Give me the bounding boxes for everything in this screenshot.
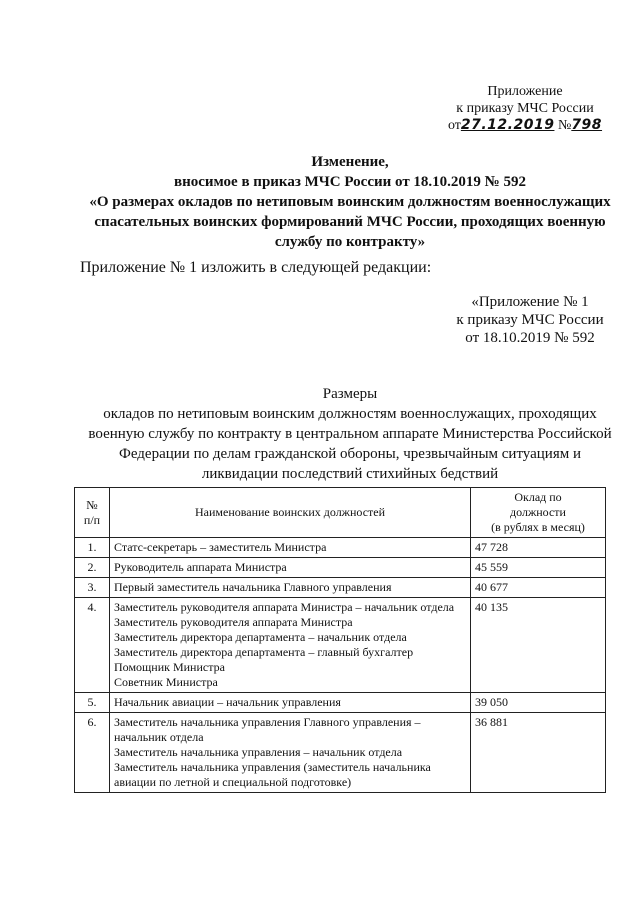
sub-annex-header — [445, 293, 615, 347]
table-title-line-2: окладов по нетиповым воинским должностям военнослужащих, проходящих — [103, 406, 597, 422]
row-salary: 47 728 — [471, 538, 606, 558]
annex-title: Приложение — [487, 84, 563, 99]
position-name: Заместитель директора департамента – главный бухгалтер — [114, 645, 414, 659]
row-position — [110, 693, 471, 713]
position-name: Заместитель начальника управления Главного управления – начальник отдела — [114, 715, 421, 744]
annex-number-sign: № — [557, 118, 572, 133]
row-position — [110, 558, 471, 578]
row-salary: 40 677 — [471, 578, 606, 598]
header-salary-line-1: Оклад по — [514, 490, 562, 504]
title-line-1: Изменение, — [311, 154, 389, 170]
document-title — [60, 152, 640, 252]
row-salary: 39 050 — [471, 693, 606, 713]
row-salary: 45 559 — [471, 558, 606, 578]
row-position — [110, 538, 471, 558]
position-name: Заместитель директора департамента – начальник отдела — [114, 630, 407, 644]
table-row — [75, 693, 606, 713]
position-name: Начальник авиации – начальник управления — [114, 695, 341, 709]
annex-order-ref: к приказу МЧС России — [456, 101, 594, 116]
handwritten-number: 798 — [571, 117, 603, 133]
row-salary: 36 881 — [471, 713, 606, 793]
row-number: 1. — [75, 538, 110, 558]
position-name: Заместитель руководителя аппарата Министра – начальник отдела — [114, 600, 455, 614]
position-name: Заместитель начальника управления – начальник отдела — [114, 745, 403, 759]
row-number: 5. — [75, 693, 110, 713]
header-position: Наименование воинских должностей — [110, 488, 471, 538]
title-line-2: вносимое в приказ МЧС России от 18.10.2019 № 592 — [173, 174, 527, 190]
row-position — [110, 713, 471, 793]
row-number: 2. — [75, 558, 110, 578]
row-number: 4. — [75, 598, 110, 693]
header-salary-line-2: должности — [510, 505, 566, 519]
table-title-line-4: Федерации по делам гражданской обороны, чрезвычайным ситуациям и — [118, 446, 581, 462]
header-number-line-1: № — [86, 497, 98, 512]
title-line-4: спасательных воинских формирований МЧС России, проходящих военную — [94, 214, 606, 230]
annex-from-prefix: от — [447, 118, 461, 133]
handwritten-date: 27.12.2019 — [460, 117, 555, 133]
salary-table — [74, 487, 606, 793]
table-row — [75, 558, 606, 578]
position-name: Заместитель руководителя аппарата Министра — [114, 615, 353, 629]
position-name: Статс-секретарь – заместитель Министра — [114, 540, 327, 554]
header-salary-line-3: (в рублях в месяц) — [491, 520, 585, 534]
annex-date-number — [440, 117, 610, 134]
table-header-row — [75, 488, 606, 538]
title-line-5: службу по контракту» — [274, 234, 426, 250]
position-name: Помощник Министра — [114, 660, 225, 674]
position-name: Руководитель аппарата Министра — [114, 560, 287, 574]
header-number-line-2: п/п — [83, 512, 101, 527]
row-number: 3. — [75, 578, 110, 598]
instruction-text: Приложение № 1 изложить в следующей редакции: — [80, 259, 432, 276]
header-number — [75, 488, 110, 538]
sub-annex-line-2: к приказу МЧС России — [456, 312, 604, 328]
table-row — [75, 598, 606, 693]
row-salary: 40 135 — [471, 598, 606, 693]
row-position — [110, 578, 471, 598]
annex-header — [440, 83, 610, 134]
position-name: Первый заместитель начальника Главного управления — [114, 580, 392, 594]
position-name: Советник Министра — [114, 675, 218, 689]
row-position — [110, 598, 471, 693]
table-title — [60, 384, 640, 484]
sub-annex-line-3: от 18.10.2019 № 592 — [465, 330, 595, 346]
table-title-line-3: военную службу по контракту в центральном аппарате Министерства Российской — [88, 426, 612, 442]
table-title-line-5: ликвидации последствий стихийных бедствий — [201, 466, 499, 482]
title-line-3: «О размерах окладов по нетиповым воинским должностям военнослужащих — [89, 194, 611, 210]
header-salary — [471, 488, 606, 538]
table-title-line-1: Размеры — [322, 386, 378, 402]
sub-annex-line-1: «Приложение № 1 — [471, 294, 589, 310]
row-number: 6. — [75, 713, 110, 793]
table-row — [75, 578, 606, 598]
table-row — [75, 713, 606, 793]
table-row — [75, 538, 606, 558]
position-name: Заместитель начальника управления (заместитель начальника авиации по летной и специальной подготовке) — [114, 760, 431, 789]
